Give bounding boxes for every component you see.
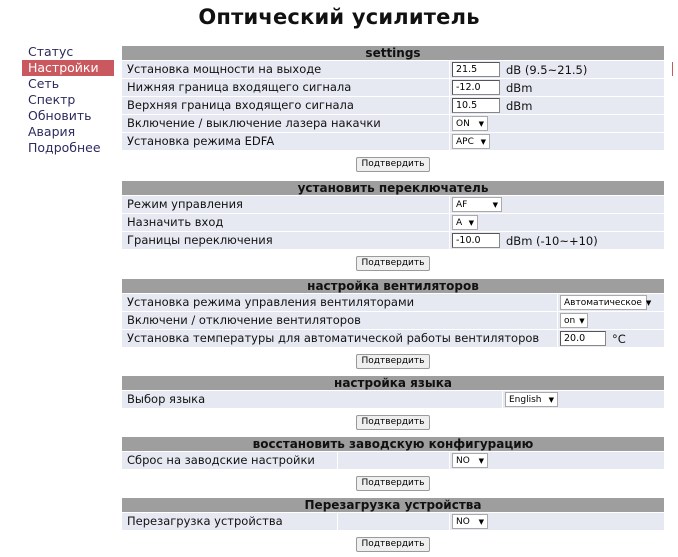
dropdown-arrow-icon: ▼ [480,137,486,146]
switch-panel [122,181,664,267]
dropdown-arrow-icon: ▼ [645,298,652,307]
language-header: настройка языка [122,376,664,390]
laser-select-value: ON [456,118,470,129]
factory-submit-button[interactable]: Подтвердить [356,476,431,491]
dropdown-arrow-icon: ▼ [478,517,484,526]
fan-power-row [122,312,664,329]
reboot-submit-button[interactable]: Подтвердить [356,537,431,552]
input-low-input[interactable]: -12.0 [452,80,500,95]
reboot-header: Перезагрузка устройства [122,498,664,512]
fan-temp-unit: °C [612,331,626,346]
page-title: Оптический усилитель [198,5,480,29]
reboot-panel [122,498,664,548]
input-high-input[interactable]: 10.5 [452,98,500,113]
fan-power-label: Включени / отключение вентиляторов [122,312,557,329]
output-power-input[interactable]: 21.5 [452,62,500,77]
switch-limits-unit: dBm (-10~+10) [506,233,598,248]
input-high-unit: dBm [506,98,533,113]
dropdown-arrow-icon: ▼ [478,119,484,128]
dropdown-arrow-icon: ▼ [579,316,585,325]
nav-alarm[interactable]: Авария [28,124,76,139]
language-select[interactable] [505,392,558,407]
input-high-row [122,97,664,114]
row-spacer [338,513,449,530]
assign-input-value: A [456,217,463,228]
fan-mode-value: Автоматическое [564,297,642,308]
switch-limits-input[interactable]: -10.0 [452,233,500,248]
settings-panel [122,46,664,168]
assign-input-label: Назначить вход [122,214,449,231]
fan-temp-row [122,330,664,347]
fan-power-select[interactable] [560,313,588,328]
edfa-row [122,133,664,150]
nav-details[interactable]: Подробнее [28,140,101,155]
language-submit-button[interactable]: Подтвердить [356,415,431,430]
language-panel [122,376,664,426]
reboot-row [122,513,664,530]
settings-header: settings [122,46,664,60]
control-mode-select[interactable] [452,197,502,212]
settings-submit-button[interactable]: Подтвердить [356,157,431,172]
laser-select[interactable] [452,116,488,131]
output-power-label: Установка мощности на выходе [122,61,449,78]
fan-mode-select[interactable] [560,295,652,310]
sidebar-nav [22,44,114,156]
factory-reset-row [122,452,664,469]
fan-mode-label: Установка режима управления вентиляторами [122,294,557,311]
output-power-unit: dB (9.5~21.5) [506,62,588,77]
laser-row [122,115,664,132]
fans-submit-button[interactable]: Подтвердить [356,354,431,369]
nav-spectrum[interactable]: Спектр [28,92,76,107]
nav-status[interactable]: Статус [28,44,74,59]
control-mode-row [122,196,664,213]
fan-temp-input[interactable]: 20.0 [560,331,606,346]
switch-header: установить переключатель [122,181,664,195]
output-power-row [122,61,664,78]
nav-network[interactable]: Сеть [28,76,60,91]
language-row [122,391,664,408]
input-low-row [122,79,664,96]
switch-limits-row [122,232,664,249]
control-mode-value: AF [456,199,468,210]
language-value: English [509,394,542,405]
reboot-label: Перезагрузка устройства [122,513,337,530]
edfa-label: Установка режима EDFA [122,133,449,150]
factory-reset-select[interactable] [452,453,488,468]
language-label: Выбор языка [122,391,502,408]
switch-limits-label: Границы переключения [122,232,449,249]
fan-power-value: on [564,315,576,326]
reboot-select[interactable] [452,514,488,529]
control-mode-label: Режим управления [122,196,449,213]
factory-reset-label: Сброс на заводские настройки [122,452,337,469]
assign-input-select[interactable] [452,215,478,230]
laser-label: Включение / выключение лазера накачки [122,115,449,132]
dropdown-arrow-icon: ▼ [548,395,554,404]
factory-panel [122,437,664,487]
switch-submit-button[interactable]: Подтвердить [356,256,431,271]
reboot-value: NO [456,516,470,527]
input-low-label: Нижняя граница входящего сигнала [122,79,449,96]
factory-header: восстановить заводскую конфигурацию [122,437,664,451]
fan-mode-row [122,294,664,311]
input-low-unit: dBm [506,80,533,95]
dropdown-arrow-icon: ▼ [492,200,498,209]
fan-temp-label: Установка температуры для автоматической работы вентиляторов [122,330,557,347]
fans-panel [122,279,664,365]
dropdown-arrow-icon: ▼ [478,456,484,465]
factory-reset-value: NO [456,455,470,466]
assign-input-row [122,214,664,231]
edfa-select-value: APC [456,136,474,147]
fans-header: настройка вентиляторов [122,279,664,293]
nav-update[interactable]: Обновить [28,108,92,123]
dropdown-arrow-icon: ▼ [468,218,474,227]
row-spacer [338,452,449,469]
nav-settings[interactable]: Настройки [22,60,114,76]
input-high-label: Верхняя граница входящего сигнала [122,97,449,114]
edge-marker [672,62,673,76]
edfa-select[interactable] [452,134,490,149]
